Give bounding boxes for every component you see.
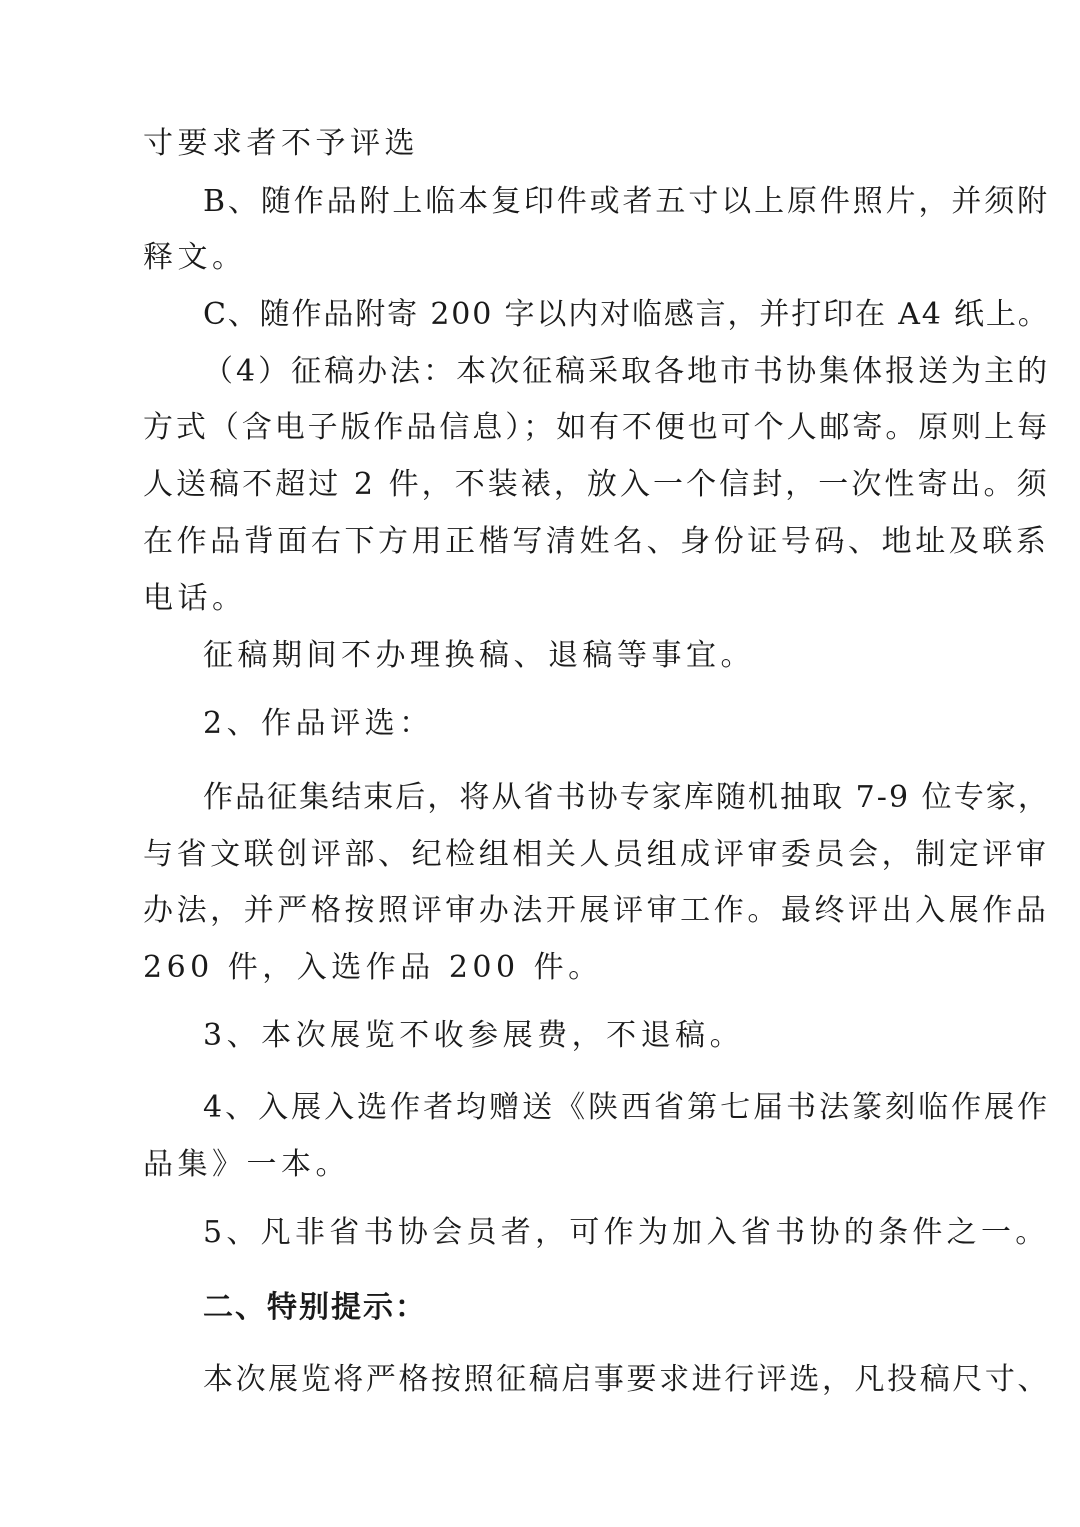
text-line: C、随作品附寄 200 字以内对临感言，并打印在 A4 纸上。 <box>203 297 1050 332</box>
text-line: （4）征稿办法：本次征稿采取各地市书协集体报送为主的 <box>203 354 1051 389</box>
text-line: 4、入展入选作者均赠送《陕西省第七届书法篆刻临作展作 <box>203 1090 1051 1125</box>
text-line: 寸要求者不予评选 <box>143 126 419 161</box>
text-line: B、随作品附上临本复印件或者五寸以上原件照片，并须附 <box>203 184 1051 219</box>
section-heading: 2、作品评选： <box>203 706 434 741</box>
text-line: 办法，并严格按照评审办法开展评审工作。最终评出入展作品 <box>143 893 1050 928</box>
text-line: 方式（含电子版作品信息）；如有不便也可个人邮寄。原则上每 <box>143 410 1050 445</box>
text-line: 在作品背面右下方用正楷写清姓名、身份证号码、地址及联系 <box>143 524 1050 559</box>
text-line: 征稿期间不办理换稿、退稿等事宜。 <box>203 638 755 673</box>
section-heading: 二、特别提示： <box>203 1290 427 1325</box>
text-line: 5、凡非省书协会员者，可作为加入省书协的条件之一。 <box>203 1215 1050 1250</box>
text-line: 与省文联创评部、纪检组相关人员组成评审委员会，制定评审 <box>143 837 1050 872</box>
text-line: 释文。 <box>143 240 247 275</box>
text-line: 人送稿不超过 2 件，不装裱，放入一个信封，一次性寄出。须 <box>143 467 1050 502</box>
text-line: 电话。 <box>143 581 247 616</box>
text-line: 作品征集结束后，将从省书协专家库随机抽取 7-9 位专家， <box>203 780 1050 815</box>
text-line: 3、本次展览不收参展费，不退稿。 <box>203 1018 745 1053</box>
text-line: 本次展览将严格按照征稿启事要求进行评选，凡投稿尺寸、 <box>203 1362 1050 1397</box>
text-line: 260 件，入选作品 200 件。 <box>143 950 603 985</box>
text-line: 品集》一本。 <box>143 1147 350 1182</box>
